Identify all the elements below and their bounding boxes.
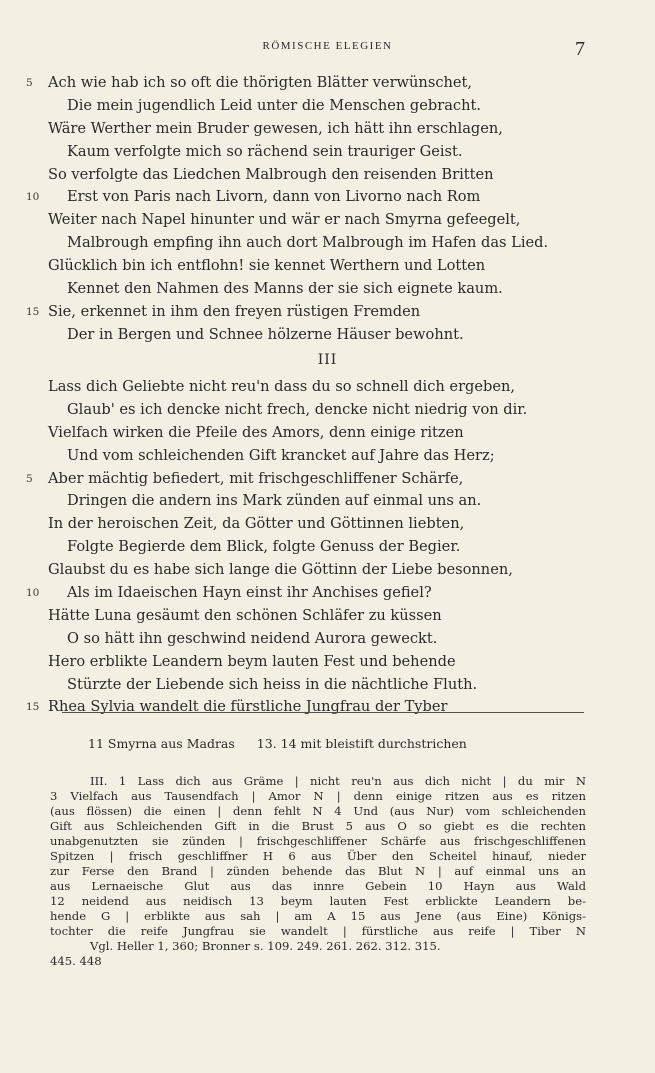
- verse-line: [0, 422, 655, 445]
- verse-line: [0, 209, 655, 232]
- verse-text: Folgte Begierde dem Blick, folgte Genuss der Begier.: [67, 538, 461, 556]
- verse-line: [0, 95, 655, 118]
- verse-text: Erst von Paris nach Livorn, dann von Livorno nach Rom: [67, 188, 481, 206]
- verse-line: [0, 582, 655, 605]
- verse-text: Weiter nach Napel hinunter und wär er nach Smyrna gefeegelt,: [48, 211, 521, 229]
- poem-section-ii-end: [0, 72, 655, 347]
- verse-line: [0, 118, 655, 141]
- verse-text: Wäre Werther mein Bruder gewesen, ich hätt ihn erschlagen,: [48, 119, 503, 137]
- line-number: 10: [26, 587, 40, 600]
- apparatus-line: Vgl. Heller 1, 360; Bronner s. 109. 249. 261. 262. 312. 315.: [90, 939, 441, 953]
- apparatus-line: zur Ferse den Brand | zünden behende das Blut N | auf einmal uns an: [50, 864, 586, 878]
- verse-line: [0, 513, 655, 536]
- verse-line: [0, 186, 655, 209]
- apparatus-line: (aus flössen) die einen | denn fehlt N 4 Und (aus Nur) vom schleichenden: [50, 804, 586, 818]
- apparatus-line: 445. 448: [50, 954, 102, 968]
- verse-text: Kaum verfolgte mich so rächend sein trauriger Geist.: [67, 142, 463, 160]
- running-head: RÖMISCHE ELEGIEN: [262, 40, 393, 52]
- apparatus-line: 12 neidend aus neidisch 13 beym lauten Fest erblickte Leandern be-: [50, 894, 586, 908]
- line-number: 5: [26, 77, 33, 89]
- footnote-line: [88, 736, 467, 751]
- apparatus-line: Gift aus Schleichenden Gift in die Brust 5 aus O so giebt es die rechten: [50, 819, 586, 833]
- verse-line: [0, 559, 655, 582]
- apparatus-line: 3 Vielfach aus Tausendfach | Amor N | denn einige ritzen aus es ritzen: [50, 789, 586, 803]
- verse-line: [0, 255, 655, 278]
- apparatus-line: Spitzen | frisch geschliffner H 6 aus Über den Scheitel hinauf, nieder: [50, 849, 586, 863]
- section-heading: III: [317, 352, 338, 368]
- verse-line: [0, 72, 655, 95]
- poem-section-iii: [0, 376, 655, 719]
- verse-line: [0, 605, 655, 628]
- verse-line: [0, 536, 655, 559]
- line-number: 10: [26, 191, 40, 204]
- verse-line: [0, 141, 655, 164]
- verse-text: Lass dich Geliebte nicht reu'n dass du so schnell dich ergeben,: [48, 378, 516, 395]
- footnote-rule: [62, 712, 584, 713]
- verse-text: Kennet den Nahmen des Manns der sie sich eignete kaum.: [67, 280, 503, 298]
- verse-text: Rhea Sylvia wandelt die fürstliche Jungfrau der Tyber: [48, 698, 448, 716]
- line-number: 15: [26, 701, 40, 714]
- verse-text: Glaubst du es habe sich lange die Göttinn der Liebe besonnen,: [48, 561, 513, 579]
- verse-line: [0, 651, 655, 674]
- verse-text: Sie, erkennet in ihm den freyen rüstigen Fremden: [48, 302, 421, 320]
- verse-text: Glücklich bin ich entflohn! sie kennet Werthern und Lotten: [48, 257, 486, 275]
- verse-line: [0, 324, 655, 347]
- verse-text: In der heroischen Zeit, da Götter und Göttinnen liebten,: [48, 515, 465, 533]
- verse-text: Stürzte der Liebende sich heiss in die nächtliche Fluth.: [67, 675, 478, 693]
- verse-line: [0, 468, 655, 491]
- line-number: 15: [26, 305, 40, 318]
- verse-text: Und vom schleichenden Gift krancket auf Jahre das Herz;: [67, 446, 495, 464]
- verse-line: [0, 399, 655, 422]
- verse-text: O so hätt ihn geschwind neidend Aurora geweckt.: [67, 629, 438, 647]
- verse-line: [0, 674, 655, 697]
- verse-text: Als im Idaeischen Hayn einst ihr Anchises gefiel?: [67, 584, 432, 602]
- verse-text: Glaub' es ich dencke nicht frech, dencke nicht niedrig von dir.: [67, 400, 528, 418]
- verse-text: Malbrough empfing ihn auch dort Malbrough im Hafen das Lied.: [67, 234, 549, 252]
- verse-text: So verfolgte das Liedchen Malbrough den reisenden Britten: [48, 165, 494, 183]
- apparatus-line: III. 1 Lass dich aus Gräme | nicht reu'n aus dich nicht | du mir N: [90, 774, 586, 788]
- verse-line: [0, 301, 655, 324]
- verse-line: [0, 445, 655, 468]
- verse-text: Dringen die andern ins Mark zünden auf einmal uns an.: [67, 492, 482, 510]
- apparatus-line: hende G | erblikte aus sah | am A 15 aus Jene (aus Eine) Königs-: [50, 909, 586, 923]
- verse-text: Der in Bergen und Schnee hölzerne Häuser bewohnt.: [67, 325, 464, 343]
- verse-line: [0, 628, 655, 651]
- verse-text: Vielfach wirken die Pfeile des Amors, denn einige ritzen: [48, 423, 464, 441]
- critical-apparatus: [50, 774, 586, 969]
- footnote-part-2: 13. 14 mit bleistift durchstrichen: [256, 736, 467, 751]
- verse-line: [0, 696, 655, 719]
- verse-line: [0, 164, 655, 187]
- verse-line: [0, 232, 655, 255]
- page-number: 7: [575, 38, 585, 60]
- verse-text: Hero erblikte Leandern beym lauten Fest und behende: [48, 652, 456, 670]
- verse-text: Ach wie hab ich so oft die thörigten Blätter verwünschet,: [48, 74, 473, 91]
- verse-text: Hätte Luna gesäumt den schönen Schläfer zu küssen: [48, 606, 442, 624]
- verse-line: [0, 376, 655, 399]
- verse-line: [0, 490, 655, 513]
- verse-text: Aber mächtig befiedert, mit frischgeschliffener Schärfe,: [48, 469, 464, 487]
- footnote-part-1: 11 Smyrna aus Madras: [88, 736, 235, 751]
- apparatus-line: unabgenutzten sie zünden | frischgeschliffener Schärfe aus frischgeschliffenen: [50, 834, 586, 848]
- verse-text: Die mein jugendlich Leid unter die Menschen gebracht.: [67, 96, 481, 114]
- apparatus-line: aus Lernaeische Glut aus das innre Gebein 10 Hayn aus Wald: [50, 879, 586, 893]
- verse-line: [0, 278, 655, 301]
- apparatus-line: tochter die reife Jungfrau sie wandelt | fürstliche aus reife | Tiber N: [50, 924, 586, 938]
- line-number: 5: [26, 472, 33, 485]
